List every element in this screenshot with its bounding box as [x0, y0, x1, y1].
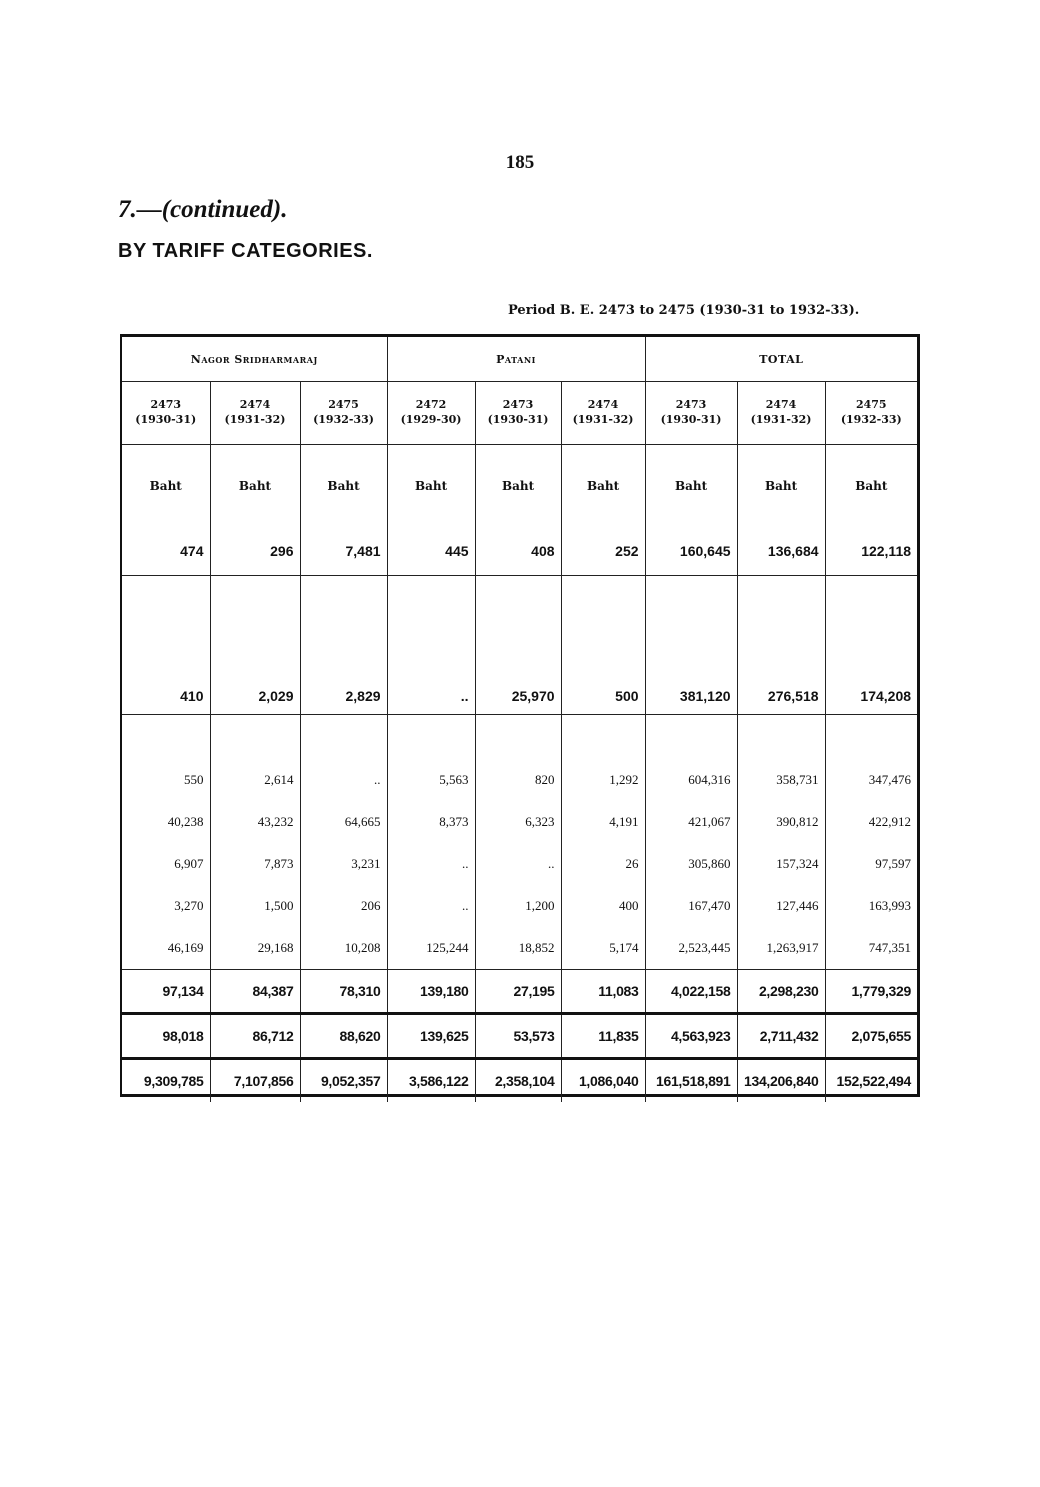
table-cell: 84,387	[210, 970, 300, 1014]
year-header-cell	[645, 382, 737, 445]
period-label: Period B. E. 2473 to 2475 (1930-31 to 1932-33).	[508, 303, 860, 318]
table-row	[122, 1059, 917, 1103]
table-cell: 2,075,655	[825, 1014, 917, 1059]
unit-row	[122, 445, 917, 528]
year-header-row	[122, 382, 917, 445]
year-ad: (1932-33)	[840, 413, 902, 426]
year-header-cell	[387, 382, 475, 445]
year-be: 2473	[502, 398, 534, 412]
table-cell: 136,684	[737, 527, 825, 576]
table-cell: 167,470	[645, 885, 737, 927]
table-cell: 7,107,856	[210, 1059, 300, 1103]
group-header-patani: Patani	[387, 337, 645, 382]
year-be: 2474	[587, 398, 619, 412]
table-cell: 134,206,840	[737, 1059, 825, 1103]
unit-cell: Baht	[210, 445, 300, 528]
year-be: 2473	[675, 398, 707, 412]
table-cell: 2,523,445	[645, 927, 737, 970]
year-header-cell	[825, 382, 917, 445]
table-cell: 422,912	[868, 814, 912, 829]
table-cell: 820	[475, 759, 561, 801]
table-cell: 122,118	[825, 527, 917, 576]
table-cell: 347,476	[868, 772, 912, 787]
table-cell: 29,168	[210, 927, 300, 970]
table-cell: ..	[387, 576, 475, 715]
table-cell: 6,907	[122, 843, 210, 885]
tariff-table-grid	[122, 337, 917, 1102]
table-row	[122, 843, 917, 885]
table-cell: 40,238	[122, 801, 210, 843]
year-ad: (1932-33)	[313, 413, 374, 426]
table-cell: 550	[122, 759, 210, 801]
table-cell: 408	[475, 527, 561, 576]
table-cell: 43,232	[210, 801, 300, 843]
table-cell: 125,244	[387, 927, 475, 970]
table-cell: 4,563,923	[645, 1014, 737, 1059]
table-cell: 3,586,122	[387, 1059, 475, 1103]
spacer-cell	[825, 715, 917, 760]
table-cell: 8,373	[387, 801, 475, 843]
table-cell: 11,083	[561, 970, 645, 1014]
table-cell: 305,860	[645, 843, 737, 885]
table-cell: ..	[475, 843, 561, 885]
table-cell: 53,573	[475, 1014, 561, 1059]
year-header-cell	[300, 382, 387, 445]
year-be: 2475	[328, 398, 359, 412]
table-cell: 161,518,891	[645, 1059, 737, 1103]
year-header-cell	[475, 382, 561, 445]
table-row	[122, 1014, 917, 1059]
table-cell: 7,481	[300, 527, 387, 576]
year-header-cell	[122, 382, 210, 445]
unit-cell: Baht	[300, 445, 387, 528]
table-cell: 97,597	[875, 856, 912, 871]
table-cell: 474	[122, 527, 210, 576]
year-be: 2474	[239, 398, 271, 412]
table-cell: 3,231	[300, 843, 387, 885]
table-cell: 2,358,104	[475, 1059, 561, 1103]
table-cell: 500	[561, 576, 645, 715]
unit-cell: Baht	[122, 445, 210, 528]
unit-cell: Baht	[645, 445, 737, 528]
table-cell: 18,852	[475, 927, 561, 970]
table-cell: 27,195	[475, 970, 561, 1014]
table-cell: 1,200	[475, 885, 561, 927]
table-cell: 98,018	[122, 1014, 210, 1059]
table-cell: 445	[387, 527, 475, 576]
year-ad: (1931-32)	[572, 413, 634, 426]
table-cell: 10,208	[300, 927, 387, 970]
table-cell: 26	[561, 843, 645, 885]
table-row	[122, 527, 917, 576]
tariff-table	[120, 334, 920, 1097]
table-cell: 6,323	[475, 801, 561, 843]
table-cell: 276,518	[737, 576, 825, 715]
table-cell: 9,052,357	[300, 1059, 387, 1103]
table-cell: 410	[122, 576, 210, 715]
table-cell: 1,086,040	[561, 1059, 645, 1103]
table-cell: 1,500	[210, 885, 300, 927]
table-cell: 5,174	[561, 927, 645, 970]
group-header-row	[122, 337, 917, 382]
table-cell: 2,029	[210, 576, 300, 715]
year-be: 2475	[855, 398, 887, 412]
table-cell: 127,446	[737, 885, 825, 927]
unit-cell: Baht	[855, 479, 888, 493]
table-cell: 78,310	[300, 970, 387, 1014]
year-header-cell	[561, 382, 645, 445]
table-row	[122, 801, 917, 843]
table-row	[122, 927, 917, 970]
table-subtitle: BY TARIFF CATEGORIES.	[118, 240, 373, 262]
spacer-cell	[387, 715, 475, 760]
table-row	[122, 885, 917, 927]
table-cell: 421,067	[645, 801, 737, 843]
table-cell: 358,731	[737, 759, 825, 801]
table-cell: 252	[561, 527, 645, 576]
table-row	[122, 759, 917, 801]
table-cell: 5,563	[387, 759, 475, 801]
table-cell: 2,614	[210, 759, 300, 801]
spacer-row	[122, 715, 917, 760]
group-header-total: TOTAL	[645, 337, 917, 382]
table-cell: ..	[387, 843, 475, 885]
table-cell: 296	[210, 527, 300, 576]
table-cell: 46,169	[122, 927, 210, 970]
unit-cell: Baht	[737, 445, 825, 528]
table-cell: 157,324	[737, 843, 825, 885]
table-cell: 747,351	[868, 940, 912, 955]
unit-cell: Baht	[475, 445, 561, 528]
spacer-cell	[210, 715, 300, 760]
year-be: 2474	[765, 398, 797, 412]
table-continued-label: 7.—(continued).	[118, 196, 288, 223]
year-ad: (1931-32)	[750, 413, 812, 426]
table-cell: 163,993	[868, 898, 912, 913]
spacer-cell	[300, 715, 387, 760]
spacer-cell	[561, 715, 645, 760]
table-cell: 7,873	[210, 843, 300, 885]
year-header-cell	[210, 382, 300, 445]
year-be: 2473	[150, 398, 182, 412]
group-header-nagor: Nagor Sridharmaraj	[122, 337, 387, 382]
table-cell: 160,645	[645, 527, 737, 576]
table-cell: 139,625	[387, 1014, 475, 1059]
unit-cell: Baht	[561, 445, 645, 528]
year-ad: (1931-32)	[224, 413, 286, 426]
spacer-cell	[737, 715, 825, 760]
table-cell: 1,263,917	[737, 927, 825, 970]
table-row	[122, 970, 917, 1014]
table-cell: 2,711,432	[737, 1014, 825, 1059]
table-cell: 4,022,158	[645, 970, 737, 1014]
spacer-cell	[475, 715, 561, 760]
table-row	[122, 576, 917, 715]
table-cell: 11,835	[561, 1014, 645, 1059]
table-cell: 9,309,785	[122, 1059, 210, 1103]
year-ad: (1930-31)	[135, 413, 197, 426]
year-ad: (1930-31)	[660, 413, 722, 426]
table-cell: 86,712	[210, 1014, 300, 1059]
table-cell: 88,620	[300, 1014, 387, 1059]
year-ad: (1930-31)	[487, 413, 549, 426]
table-cell: 206	[300, 885, 387, 927]
table-cell: 2,298,230	[737, 970, 825, 1014]
year-header-cell	[737, 382, 825, 445]
spacer-cell	[645, 715, 737, 760]
table-cell: ..	[300, 759, 387, 801]
table-cell: 97,134	[122, 970, 210, 1014]
table-cell: 1,292	[561, 759, 645, 801]
table-cell: 64,665	[300, 801, 387, 843]
table-cell: 381,120	[645, 576, 737, 715]
table-cell: 390,812	[737, 801, 825, 843]
table-cell: 25,970	[475, 576, 561, 715]
page-number: 185	[505, 152, 535, 173]
year-be: 2472	[415, 398, 447, 412]
table-cell: 174,208	[825, 576, 917, 715]
table-cell: 2,829	[300, 576, 387, 715]
spacer-cell	[122, 715, 210, 760]
table-cell: 4,191	[561, 801, 645, 843]
unit-cell: Baht	[387, 445, 475, 528]
year-ad: (1929-30)	[400, 413, 462, 426]
table-cell: 400	[561, 885, 645, 927]
table-cell: 3,270	[122, 885, 210, 927]
table-cell: 152,522,494	[825, 1059, 917, 1103]
table-cell: 139,180	[387, 970, 475, 1014]
table-cell: 604,316	[645, 759, 737, 801]
table-cell: 1,779,329	[825, 970, 917, 1014]
table-cell: ..	[387, 885, 475, 927]
